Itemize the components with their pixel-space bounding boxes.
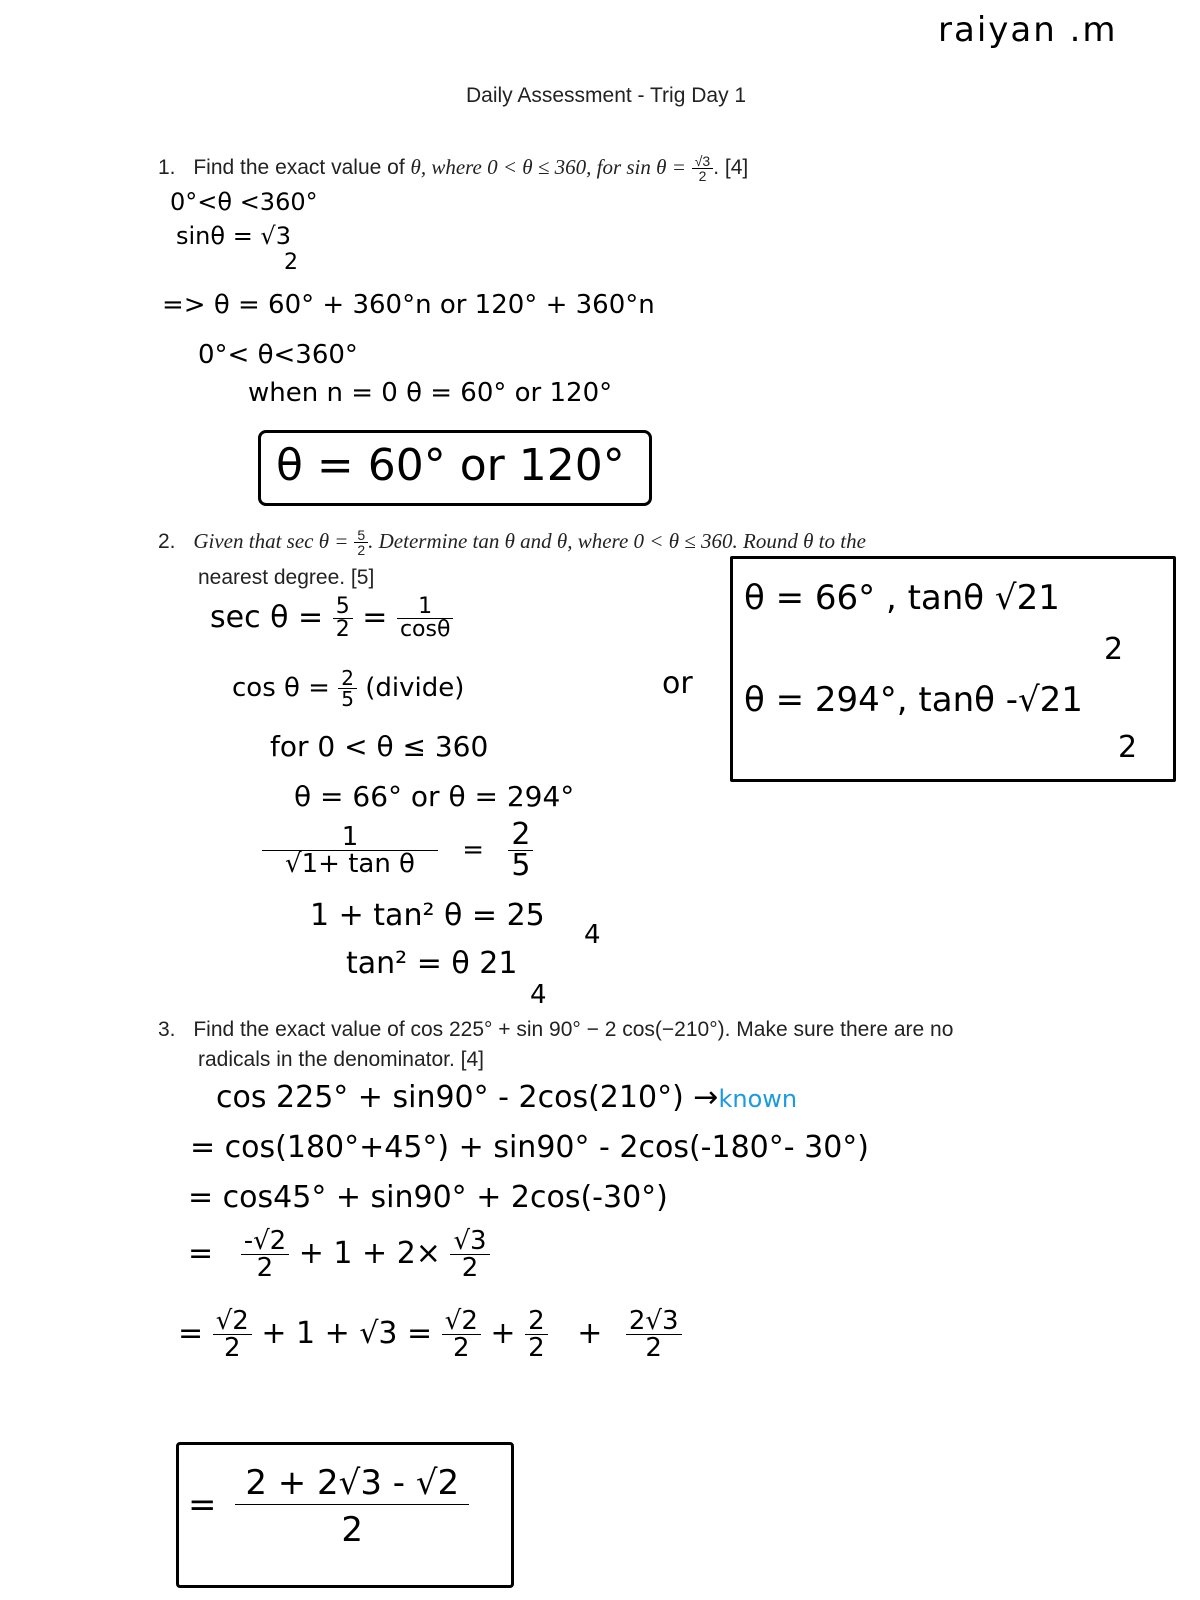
student-name: raiyan .m (938, 10, 1118, 50)
q2-or: or (662, 666, 693, 701)
q2-frac-line (262, 817, 533, 883)
q1-work-line: 0°< θ<360° (198, 340, 358, 370)
q2-cos-den: 5 (341, 687, 354, 711)
q1-work-line: sinθ = √3 (176, 222, 291, 250)
q2-prompt (158, 528, 866, 557)
q2-sec-label: sec θ = (210, 600, 324, 635)
q2-sec-cos: cosθ (399, 617, 451, 642)
q1-prompt-marks: . [4] (713, 156, 749, 180)
q3-line4-eq: = (188, 1236, 214, 1271)
q3-prompt-b: radicals in the denominator. [4] (198, 1048, 485, 1071)
q2-identity-den: 4 (584, 920, 601, 950)
q3-line4-mid: + 1 + 2× (298, 1236, 441, 1271)
q2-prompt-a: Given that sec θ = (193, 529, 349, 554)
q3-prompt (158, 1018, 953, 1042)
q2-identity: 1 + tan² θ = 25 (310, 898, 545, 933)
q2-prompt-c: nearest degree. [5] (198, 566, 375, 589)
q3-line3: = cos45° + sin90° + 2cos(-30°) (188, 1180, 668, 1215)
q1-work-line: 0°<θ <360° (170, 188, 318, 216)
q3-answer-eq: = (188, 1485, 217, 1525)
q3-line5-f3n: 2 (525, 1308, 548, 1335)
q2-frac-r-den: 5 (511, 848, 531, 883)
q2-frac-r-num: 2 (508, 820, 533, 851)
q2-frac-right (508, 817, 533, 883)
q3-line4-frac2 (450, 1228, 489, 1281)
q3-line4-f1d: 2 (256, 1253, 274, 1283)
q2-frac-den: √1+ tan θ (285, 849, 415, 879)
q1-prompt-theta: θ (410, 155, 421, 180)
q2-sec-num: 5 (333, 596, 353, 619)
q2-frac-eq: = (462, 835, 485, 865)
q3-line5 (178, 1308, 682, 1361)
q3-answer-num: 2 + 2√3 - √2 (235, 1466, 469, 1505)
q2-prompt-frac-den: 2 (357, 542, 366, 558)
q3-line4-f2n: √3 (450, 1228, 489, 1255)
q3-line5-frac2 (442, 1308, 481, 1361)
q2-prompt-fraction (354, 528, 368, 557)
q2-frac-left (262, 824, 438, 877)
q3-prompt-a: Find the exact value of cos 225° + sin 90° − 2 cos(−210°). Make sure there are no (193, 1018, 954, 1041)
q3-number: 3. (158, 1018, 176, 1041)
q2-tan-sq-den: 4 (530, 980, 547, 1010)
q2-sec-line (210, 596, 453, 641)
q1-answer: θ = 60° or 120° (276, 440, 625, 491)
q3-line5-f4d: 2 (645, 1333, 662, 1363)
q2-sec-cos-fraction (397, 596, 453, 641)
q3-answer (188, 1463, 469, 1550)
q3-line2: = cos(180°+45°) + sin90° - 2cos(-180°- 30°) (190, 1130, 869, 1165)
q1-number: 1. (158, 156, 176, 180)
q2-number: 2. (158, 530, 176, 554)
q2-frac-num: 1 (262, 824, 438, 851)
q1-prompt-a: Find the exact value of (193, 156, 405, 180)
q3-line4-f2d: 2 (461, 1253, 479, 1283)
q1-prompt-fraction (692, 154, 713, 183)
q3-line5-mid: + 1 + √3 = (261, 1316, 433, 1351)
q3-line1 (216, 1080, 797, 1115)
q2-prompt-frac-num: 5 (354, 528, 368, 543)
q1-prompt (158, 154, 748, 183)
q3-answer-den: 2 (341, 1510, 364, 1550)
q3-line5-frac3 (525, 1308, 548, 1361)
q2-sec-den: 2 (335, 617, 350, 642)
q3-line5-frac1 (213, 1308, 252, 1361)
q1-work-line: => θ = 60° + 360°n or 120° + 360°n (162, 290, 655, 320)
q3-line5-f3d: 2 (528, 1333, 545, 1363)
q3-line5-f1d: 2 (223, 1333, 241, 1363)
q2-angles: θ = 66° or θ = 294° (294, 780, 575, 813)
q1-prompt-frac-num: √3 (692, 154, 713, 169)
q2-tan-sq: tan² = θ 21 (346, 946, 518, 981)
q2-sec-fraction (333, 596, 353, 641)
q3-line5-f2d: 2 (453, 1333, 470, 1363)
page-title: Daily Assessment - Trig Day 1 (466, 84, 747, 107)
q2-sec-eq: = (362, 600, 388, 635)
q2-cos-line (232, 668, 464, 709)
q3-line5-plus1: + (490, 1316, 516, 1351)
q3-line5-frac4 (626, 1308, 682, 1361)
q1-prompt-frac-den: 2 (698, 168, 707, 184)
q2-for-line: for 0 < θ ≤ 360 (270, 730, 489, 763)
q3-line5-plus2: + (577, 1316, 603, 1351)
q3-line4-frac1 (241, 1228, 290, 1281)
q1-prompt-b: , where 0 < θ ≤ 360, for sin θ = (420, 155, 686, 180)
q3-line5-f4n: 2√3 (626, 1308, 682, 1335)
q2-answer-line1: θ = 66° , tanθ √21 (744, 578, 1060, 618)
q2-cos-fraction (338, 668, 357, 709)
q2-prompt-b: . Determine tan θ and θ, where 0 < θ ≤ 360. Round θ to the (368, 529, 866, 554)
q3-line1-text: cos 225° + sin90° - 2cos(210°) → (216, 1080, 719, 1115)
q2-cos-divide: (divide) (365, 673, 465, 703)
q3-known-note: known (718, 1085, 798, 1113)
q2-answer-line1-den: 2 (1104, 632, 1124, 667)
q2-answer-line2: θ = 294°, tanθ -√21 (744, 680, 1083, 720)
q2-answer-line2-den: 2 (1118, 730, 1138, 765)
q3-line4 (188, 1228, 490, 1281)
q3-answer-fraction (235, 1463, 469, 1550)
q3-line5-f2n: √2 (442, 1308, 481, 1335)
q2-sec-one: 1 (397, 596, 453, 619)
q2-cos-label: cos θ = (232, 673, 330, 703)
q3-line5-f1n: √2 (213, 1308, 252, 1335)
q1-work-line: when n = 0 θ = 60° or 120° (248, 378, 613, 408)
q3-line4-f1n: -√2 (241, 1228, 290, 1255)
q2-cos-num: 2 (338, 668, 357, 689)
q3-line5-eq: = (178, 1316, 204, 1351)
q1-work-line: 2 (284, 250, 298, 275)
